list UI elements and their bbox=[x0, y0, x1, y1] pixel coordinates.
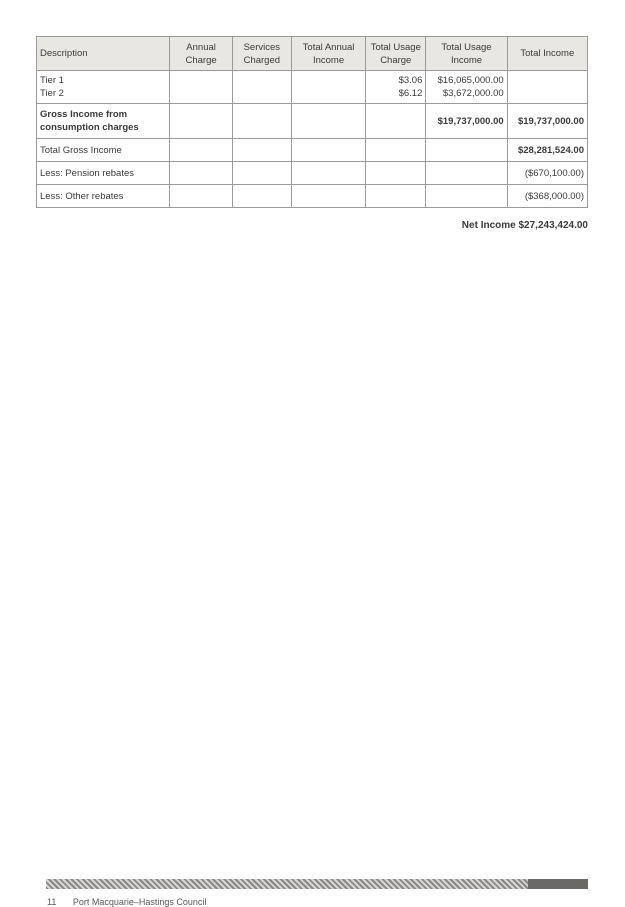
table-row-pension-rebates bbox=[37, 162, 588, 185]
table-row-total-gross bbox=[37, 139, 588, 162]
tier-2-usage-charge: $6.12 bbox=[398, 88, 423, 99]
tier-1-label: Tier 1 bbox=[40, 75, 64, 86]
tier-usage-charges bbox=[366, 71, 426, 104]
gross-consumption-usage-income: $19,737,000.00 bbox=[426, 104, 507, 139]
income-table bbox=[36, 36, 588, 208]
net-income-value: $27,243,424.00 bbox=[518, 220, 588, 231]
header-description: Description bbox=[37, 37, 170, 71]
header-annual-charge: Annual Charge bbox=[170, 37, 232, 71]
table-row-other-rebates bbox=[37, 185, 588, 208]
net-income bbox=[462, 220, 588, 231]
footer-pattern bbox=[46, 879, 528, 889]
header-total-annual-income: Total Annual Income bbox=[291, 37, 365, 71]
total-gross-value: $28,281,524.00 bbox=[507, 139, 587, 162]
header-total-usage-charge: Total Usage Charge bbox=[366, 37, 426, 71]
tier-2-label: Tier 2 bbox=[40, 88, 64, 99]
tier-labels bbox=[37, 71, 170, 104]
tier-1-usage-charge: $3.06 bbox=[398, 75, 423, 86]
tier-2-usage-income: $3,672,000.00 bbox=[442, 88, 504, 99]
header-total-usage-income: Total Usage Income bbox=[426, 37, 507, 71]
tier-usage-incomes bbox=[426, 71, 507, 104]
table-row-gross-consumption bbox=[37, 104, 588, 139]
table-header-row bbox=[37, 37, 588, 71]
tier-1-usage-income: $16,065,000.00 bbox=[437, 75, 504, 86]
other-rebates-label: Less: Other rebates bbox=[37, 185, 170, 208]
net-income-label: Net Income bbox=[461, 220, 516, 231]
pension-rebates-label: Less: Pension rebates bbox=[37, 162, 170, 185]
header-services-charged: Services Charged bbox=[232, 37, 291, 71]
header-total-income: Total Income bbox=[507, 37, 587, 71]
other-rebates-value: ($368,000.00) bbox=[507, 185, 587, 208]
footer-org: Port Macquarie–Hastings Council bbox=[72, 897, 207, 907]
gross-consumption-label: Gross Income from consumption charges bbox=[37, 104, 170, 139]
gross-consumption-total-income: $19,737,000.00 bbox=[507, 104, 587, 139]
table-row-tiers bbox=[37, 71, 588, 104]
total-gross-label: Total Gross Income bbox=[37, 139, 170, 162]
footer-decorative-bar bbox=[46, 879, 588, 889]
page-number: 11 bbox=[47, 897, 57, 907]
pension-rebates-value: ($670,100.00) bbox=[507, 162, 587, 185]
